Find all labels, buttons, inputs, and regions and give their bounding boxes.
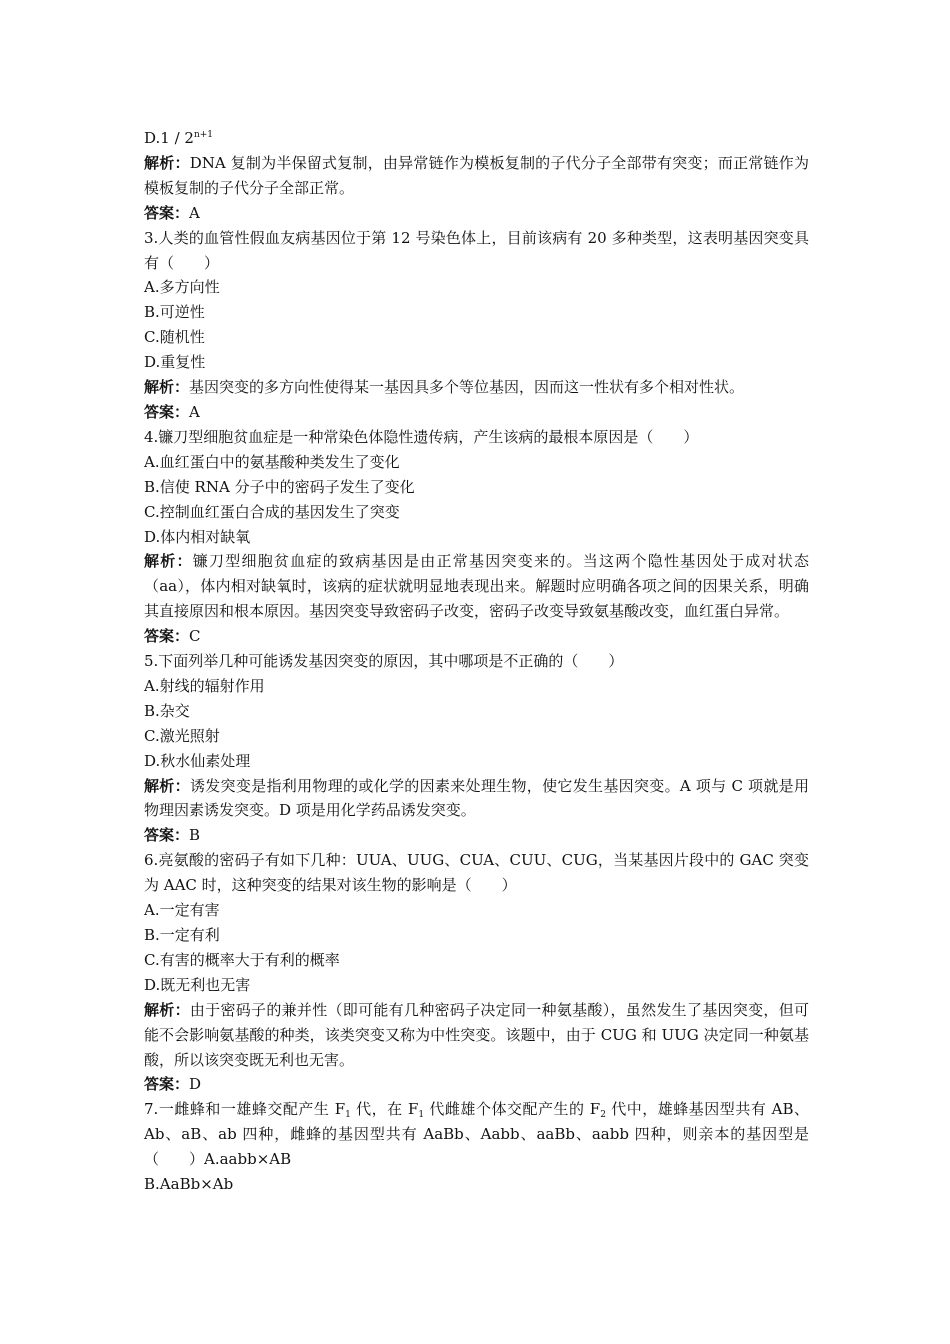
q4-explanation-label: 解析： [144, 552, 193, 571]
q3-option-a: A.多方向性 [144, 278, 220, 297]
q7-option-b: B.AaBb×Ab [144, 1175, 234, 1194]
q2-option-d: $D.1 / 2^{n+1}$ [144, 129, 214, 147]
q6-option-c: C.有害的概率大于有利的概率 [144, 950, 340, 969]
q2-answer-label: 答案： [144, 203, 190, 222]
q6-stem: 6.亮氨酸的密码子有如下几种：UUA、UUG、CUA、CUU、CUG，当某基因片段中的 GAC 突变为 AAC 时，这种突变的结果对该生物的影响是（ ） [144, 851, 809, 895]
q3-answer-label: 答案： [144, 402, 190, 421]
q4-option-d: D.体内相对缺氧 [144, 527, 251, 546]
q4-stem: 4.镰刀型细胞贫血症是一种常染色体隐性遗传病，产生该病的最根本原因是（ ） [144, 427, 699, 446]
q4-explanation [144, 549, 809, 624]
q5-option-b: B.杂交 [144, 701, 190, 720]
q5-explanation-text: 诱发突变是指利用物理的或化学的因素来处理生物，使它发生基因突变。A 项与 C 项就是用物理因素诱发突变。D 项是用化学药品诱发突变。 [144, 776, 809, 820]
q4-option-c: C.控制血红蛋白合成的基因发生了突变 [144, 502, 400, 521]
q2-explanation [144, 151, 809, 201]
q4-answer-value: C [189, 627, 201, 646]
q7-subscript: 2 [600, 1110, 606, 1121]
q2-answer-value: A [189, 203, 200, 222]
q3-explanation-label: 解析： [144, 378, 190, 397]
q6-option-d: D.既无利也无害 [144, 975, 251, 994]
q6-answer-label: 答案： [144, 1075, 190, 1094]
document-page [144, 126, 809, 1197]
q6-option-a: A.一定有害 [144, 901, 220, 920]
q6-explanation [144, 998, 809, 1073]
q6-explanation-label: 解析： [144, 1000, 190, 1019]
q5-answer-value: B [189, 826, 201, 845]
q3-explanation-text: 基因突变的多方向性使得某一基因具多个等位基因，因而这一性状有多个相对性状。 [189, 378, 745, 397]
q4-answer [144, 624, 809, 649]
q7-subscript: 1 [345, 1110, 351, 1121]
q5-answer [144, 823, 809, 848]
q2-option-d-exponent: n+1 [193, 130, 214, 140]
q5-option-a: A.射线的辐射作用 [144, 676, 265, 695]
q6-explanation-text: 由于密码子的兼并性（即可能有几种密码子决定同一种氨基酸），虽然发生了基因突变，但可能不会影响氨基酸的种类，该类突变又称为中性突变。该题中，由于 CUG 和 UUG 决定同一种氨基酸，所以该突变既无利也无害。 [144, 1000, 809, 1069]
q2-explanation-label: 解析： [144, 153, 190, 172]
q6-option-b: B.一定有利 [144, 926, 220, 944]
q6-answer-value: D [189, 1075, 202, 1094]
q4-explanation-text: 镰刀型细胞贫血症的致病基因是由正常基因突变来的。当这两个隐性基因处于成对状态（aa），体内相对缺氧时，该病的症状就明显地表现出来。解题时应明确各项之间的因果关系，明确其直接原因和根本原因。基因突变导致密码子改变，密码子改变导致氨基酸改变，血红蛋白异常。 [144, 552, 809, 621]
q3-option-d: D.重复性 [144, 353, 206, 372]
q5-option-d: D.秋水仙素处理 [144, 751, 251, 770]
q3-option-c: C.随机性 [144, 328, 205, 347]
q3-option-b: B.可逆性 [144, 303, 205, 322]
q5-stem: 5.下面列举几种可能诱发基因突变的原因，其中哪项是不正确的（ ） [144, 652, 624, 671]
q3-explanation [144, 375, 809, 400]
q5-option-c: C.激光照射 [144, 726, 220, 745]
q2-explanation-text: DNA 复制为半保留式复制，由异常链作为模板复制的子代分子全部带有突变；而正常链作为模板复制的子代分子全部正常。 [144, 153, 809, 197]
q3-stem: 3.人类的血管性假血友病基因位于第 12 号染色体上，目前该病有 20 多种类型，这表明基因突变具有（ ） [144, 228, 809, 272]
q4-option-b: B.信使 RNA 分子中的密码子发生了变化 [144, 477, 415, 496]
q4-answer-label: 答案： [144, 627, 190, 646]
q7-stem: 7.一雌蜂和一雄蜂交配产生 $F_1$ 代，在 $F_1$ 代雌雄个体交配产生的 $F_2$ 代中，雄蜂基因型共有 AB、Ab、aB、ab 四种，雌蜂的基因型共有 AaBb、Aabb、aaBb、aabb 四种，则亲本的基因型是（ ）A.aabb×AB [144, 1100, 809, 1169]
q3-answer-value: A [189, 402, 200, 421]
q2-answer [144, 201, 809, 226]
q5-explanation [144, 774, 809, 824]
q5-explanation-label: 解析： [144, 776, 190, 795]
q7-subscript: 1 [418, 1110, 425, 1121]
q5-answer-label: 答案： [144, 826, 190, 845]
q6-answer [144, 1072, 809, 1097]
q3-answer [144, 400, 809, 425]
q4-option-a: A.血红蛋白中的氨基酸种类发生了变化 [144, 452, 400, 471]
